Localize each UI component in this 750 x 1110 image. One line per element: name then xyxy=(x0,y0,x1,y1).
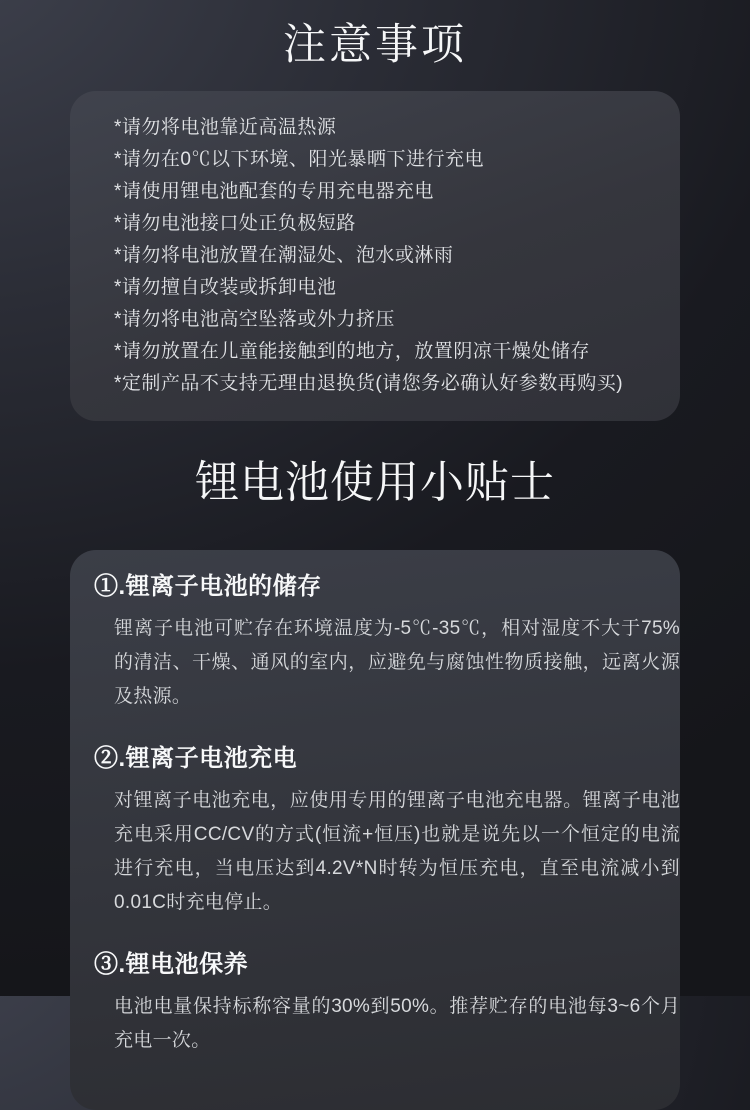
notice-item-children-storage: *请勿放置在儿童能接触到的地方，放置阴凉干燥处储存 xyxy=(114,341,590,363)
notice-item-drop-squeeze: *请勿将电池高空坠落或外力挤压 xyxy=(114,309,395,331)
tips-card xyxy=(70,550,680,1110)
tip-section-charging xyxy=(94,744,680,920)
notice-item-heat: *请勿将电池靠近高温热源 xyxy=(114,117,337,139)
notice-item-dedicated-charger: *请使用锂电池配套的专用充电器充电 xyxy=(114,181,434,203)
notice-item-no-returns: *定制产品不支持无理由退换货(请您务必确认好参数再购买) xyxy=(114,373,624,395)
notice-item-moisture: *请勿将电池放置在潮湿处、泡水或淋雨 xyxy=(114,245,454,267)
tip-heading-charging: ②.锂离子电池充电 xyxy=(94,744,298,772)
tip-heading-storage: ①.锂离子电池的储存 xyxy=(94,572,322,600)
notice-item-no-disassembly: *请勿擅自改装或拆卸电池 xyxy=(114,277,337,299)
notice-card xyxy=(70,91,680,421)
tip-body-charging: 对锂离子电池充电，应使用专用的锂离子电池充电器。锂离子电池充电采用CC/CV的方式(恒流+恒压)也就是说先以一个恒定的电流进行充电，当电压达到4.2V*N时转为恒压充电，直至电流减小到0.01C时充电停止。 xyxy=(114,789,680,913)
notice-title: 注意事项 xyxy=(283,21,467,69)
tip-section-maintenance xyxy=(94,950,680,1058)
tip-body-maintenance: 电池电量保持标称容量的30%到50%。推荐贮存的电池每3~6个月充电一次。 xyxy=(114,995,680,1051)
notice-item-low-temp-charging: *请勿在0℃以下环境、阳光暴晒下进行充电 xyxy=(114,149,484,171)
tip-body-storage: 锂离子电池可贮存在环境温度为-5℃-35℃，相对湿度不大于75%的清洁、干燥、通风的室内，应避免与腐蚀性物质接触，远离火源及热源。 xyxy=(114,617,680,707)
notice-item-short-circuit: *请勿电池接口处正负极短路 xyxy=(114,213,356,235)
tip-section-storage xyxy=(94,572,680,714)
tips-title: 锂电池使用小贴士 xyxy=(195,458,555,508)
tip-heading-maintenance: ③.锂电池保养 xyxy=(94,950,249,978)
